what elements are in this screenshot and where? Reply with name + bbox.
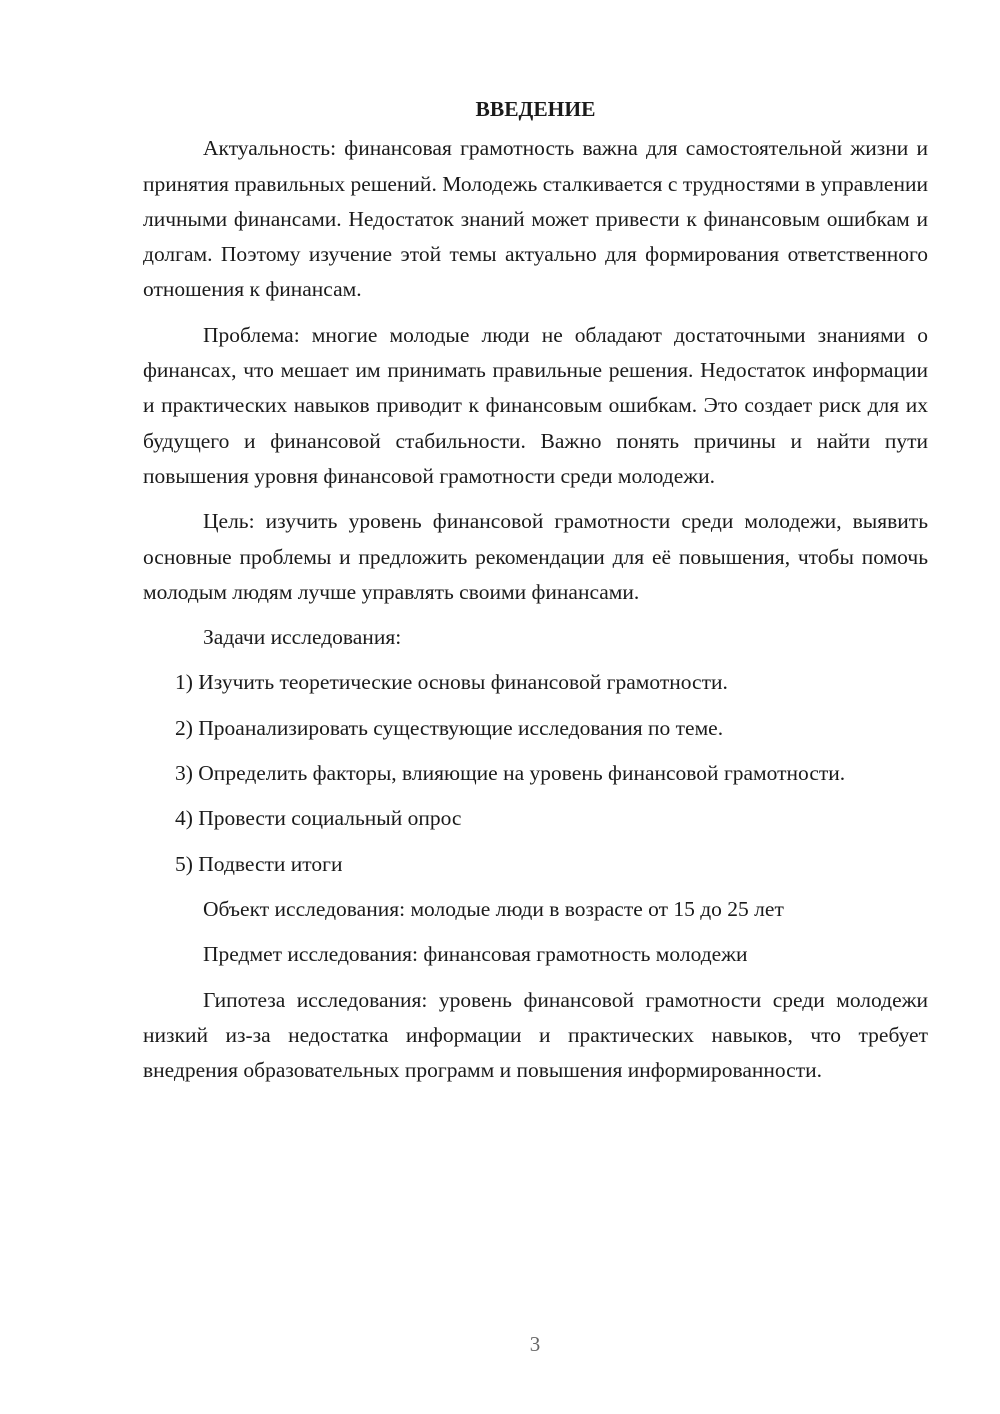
research-object: Объект исследования: молодые люди в возрасте от 15 до 25 лет [203, 896, 784, 921]
paragraph-goal: Цель: изучить уровень финансовой грамотности среди молодежи, выявить основные проблемы и предложить рекомендации для её повышения, чтобы помочь молодым людям лучше управлять своими финансами. [143, 509, 928, 604]
task-item-4: 4) Провести социальный опрос [175, 806, 462, 831]
paragraph-hypothesis: Гипотеза исследования: уровень финансовой грамотности среди молодежи низкий из-за недостатка информации и практических навыков, что требует внедрения образовательных программ и повышения информированности. [143, 987, 928, 1083]
research-subject: Предмет исследования: финансовая грамотность молодежи [203, 942, 748, 967]
task-item-1: 1) Изучить теоретические основы финансовой грамотности. [175, 670, 728, 695]
page-number: 3 [529, 1332, 541, 1356]
task-item-2: 2) Проанализировать существующие исследования по теме. [175, 715, 724, 740]
task-item-5: 5) Подвести итоги [175, 851, 343, 876]
tasks-title: Задачи исследования: [203, 625, 402, 650]
paragraph-relevance: Актуальность: финансовая грамотность важна для самостоятельной жизни и принятия правильных решений. Молодежь сталкивается с трудностями в управлении личными финансами. Недостаток знаний может привести к финансовым ошибкам и долгам. Поэтому изучение этой темы актуально для формирования ответственного отношения к финансам. [143, 136, 928, 302]
paragraph-problem: Проблема: многие молодые люди не обладают достаточными знаниями о финансах, что мешает им принимать правильные решения. Недостаток информации и практических навыков приводит к финансовым ошибкам. Это создает риск для их будущего и финансовой стабильности. Важно понять причины и найти пути повышения уровня финансовой грамотности среди молодежи. [143, 322, 928, 488]
document-page [143, 92, 928, 1098]
page-title: ВВЕДЕНИЕ [475, 97, 596, 121]
task-item-3: 3) Определить факторы, влияющие на уровень финансовой грамотности. [175, 761, 846, 786]
